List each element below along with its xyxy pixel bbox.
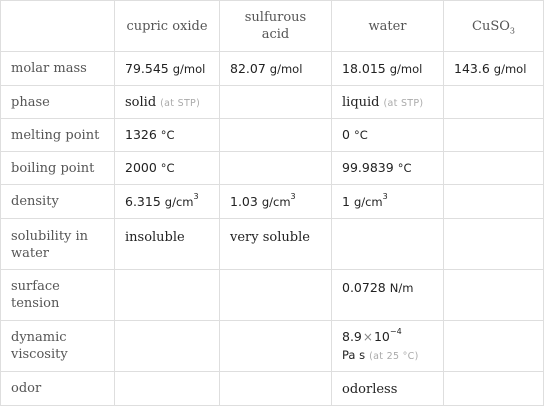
label-dynamic-viscosity: [1, 321, 115, 372]
header-cuso3-subscript: 3: [509, 26, 515, 36]
cell-solubility-water: [332, 219, 444, 270]
value-number: 79.545: [125, 60, 169, 76]
cell-boiling-point-cuso3: [444, 152, 544, 185]
cell-odor-cuso3: [444, 372, 544, 406]
value-unit: g/cm: [353, 194, 383, 209]
value-number: 99.9839: [342, 160, 394, 175]
value-exponent: 3: [290, 192, 296, 202]
row-molar-mass: [1, 52, 544, 86]
cell-boiling-point-cupric-oxide: [115, 152, 220, 185]
label-boiling-point: boiling point: [1, 152, 115, 185]
label-line: surface: [11, 279, 60, 294]
value-text: solid: [125, 94, 157, 110]
cell-odor-cupric-oxide: [115, 372, 220, 406]
cell-molar-mass-cupric-oxide: [115, 52, 220, 86]
value-number: 0.0728: [342, 280, 386, 295]
label-surface-tension: [1, 270, 115, 321]
label-melting-point: melting point: [1, 119, 115, 152]
row-odor: [1, 372, 544, 406]
header-cuso3: [444, 1, 544, 52]
value-unit: g/mol: [269, 61, 303, 76]
cell-melting-point-sulfurous-acid: [220, 119, 332, 152]
cell-surface-tension-cupric-oxide: [115, 270, 220, 321]
value-number: 1.03: [230, 193, 258, 209]
header-sulfurous-acid: [220, 1, 332, 52]
value-unit: °C: [397, 161, 412, 175]
row-density: [1, 185, 544, 219]
value-unit: Pa s: [342, 347, 366, 362]
value-unit: g/cm: [164, 194, 194, 209]
cell-density-water: [332, 185, 444, 219]
header-row: [1, 1, 544, 52]
value-exponent: −4: [389, 327, 402, 337]
header-cuso3-base: CuSO: [472, 18, 510, 34]
value-mantissa: 8.9: [342, 328, 362, 344]
cell-melting-point-cupric-oxide: [115, 119, 220, 152]
value-text: very soluble: [230, 230, 310, 245]
row-melting-point: [1, 119, 544, 152]
cell-solubility-sulfurous-acid: [220, 219, 332, 270]
value-number: 6.315: [125, 193, 161, 209]
label-odor: odor: [1, 372, 115, 406]
value-base: 10: [373, 328, 390, 344]
cell-molar-mass-sulfurous-acid: [220, 52, 332, 86]
label-phase: phase: [1, 86, 115, 119]
value-unit: g/mol: [389, 61, 423, 76]
cell-melting-point-cuso3: [444, 119, 544, 152]
cell-odor-sulfurous-acid: [220, 372, 332, 406]
value-number: 82.07: [230, 60, 266, 76]
label-line: water: [11, 246, 50, 261]
cell-boiling-point-water: [332, 152, 444, 185]
value-number: 2000: [125, 160, 157, 175]
label-line: solubility in: [11, 229, 89, 244]
value-text: odorless: [342, 381, 398, 397]
value-exponent: 3: [382, 192, 388, 202]
times-sign: ×: [362, 329, 373, 344]
cell-surface-tension-cuso3: [444, 270, 544, 321]
label-solubility: [1, 219, 115, 270]
value-unit: °C: [160, 128, 175, 142]
cell-surface-tension-water: [332, 270, 444, 321]
row-phase: [1, 86, 544, 119]
cell-molar-mass-water: [332, 52, 444, 86]
cell-density-cupric-oxide: [115, 185, 220, 219]
cell-melting-point-water: [332, 119, 444, 152]
value-text: liquid: [342, 94, 380, 110]
value-unit: g/mol: [172, 61, 206, 76]
cell-solubility-cupric-oxide: [115, 219, 220, 270]
cell-molar-mass-cuso3: [444, 52, 544, 86]
value-note: (at STP): [383, 97, 424, 109]
label-line: viscosity: [11, 347, 68, 362]
value-number: 18.015: [342, 60, 386, 76]
value-number: 1326: [125, 127, 157, 142]
value-exponent: 3: [193, 192, 199, 202]
value-unit: g/mol: [493, 61, 527, 76]
cell-density-cuso3: [444, 185, 544, 219]
cell-phase-cupric-oxide: [115, 86, 220, 119]
cell-dynamic-viscosity-sulfurous-acid: [220, 321, 332, 372]
cell-surface-tension-sulfurous-acid: [220, 270, 332, 321]
label-line: dynamic: [11, 330, 67, 345]
header-corner-cell: [1, 1, 115, 52]
cell-dynamic-viscosity-water: [332, 321, 444, 372]
label-line: tension: [11, 296, 60, 311]
value-unit: °C: [353, 128, 368, 142]
value-text: insoluble: [125, 230, 185, 245]
cell-dynamic-viscosity-cuso3: [444, 321, 544, 372]
cell-density-sulfurous-acid: [220, 185, 332, 219]
cell-solubility-cuso3: [444, 219, 544, 270]
cell-odor-water: [332, 372, 444, 406]
cell-boiling-point-sulfurous-acid: [220, 152, 332, 185]
header-sulfurous-acid-line2: acid: [261, 27, 290, 42]
row-dynamic-viscosity: [1, 321, 544, 372]
value-unit: g/cm: [261, 194, 291, 209]
cell-phase-water: [332, 86, 444, 119]
value-number: 0: [342, 127, 350, 142]
cell-phase-sulfurous-acid: [220, 86, 332, 119]
row-surface-tension: [1, 270, 544, 321]
header-water: water: [332, 1, 444, 52]
value-note: (at STP): [160, 97, 201, 109]
cell-phase-cuso3: [444, 86, 544, 119]
row-boiling-point: [1, 152, 544, 185]
value-number: 1: [342, 193, 350, 209]
label-molar-mass: molar mass: [1, 52, 115, 86]
value-number: 143.6: [454, 60, 490, 76]
header-sulfurous-acid-line1: sulfurous: [244, 10, 307, 25]
cell-dynamic-viscosity-cupric-oxide: [115, 321, 220, 372]
value-unit: N/m: [389, 281, 414, 295]
value-note: (at 25 °C): [369, 350, 419, 362]
row-solubility: [1, 219, 544, 270]
label-density: density: [1, 185, 115, 219]
value-unit: °C: [160, 161, 175, 175]
header-cupric-oxide: cupric oxide: [115, 1, 220, 52]
